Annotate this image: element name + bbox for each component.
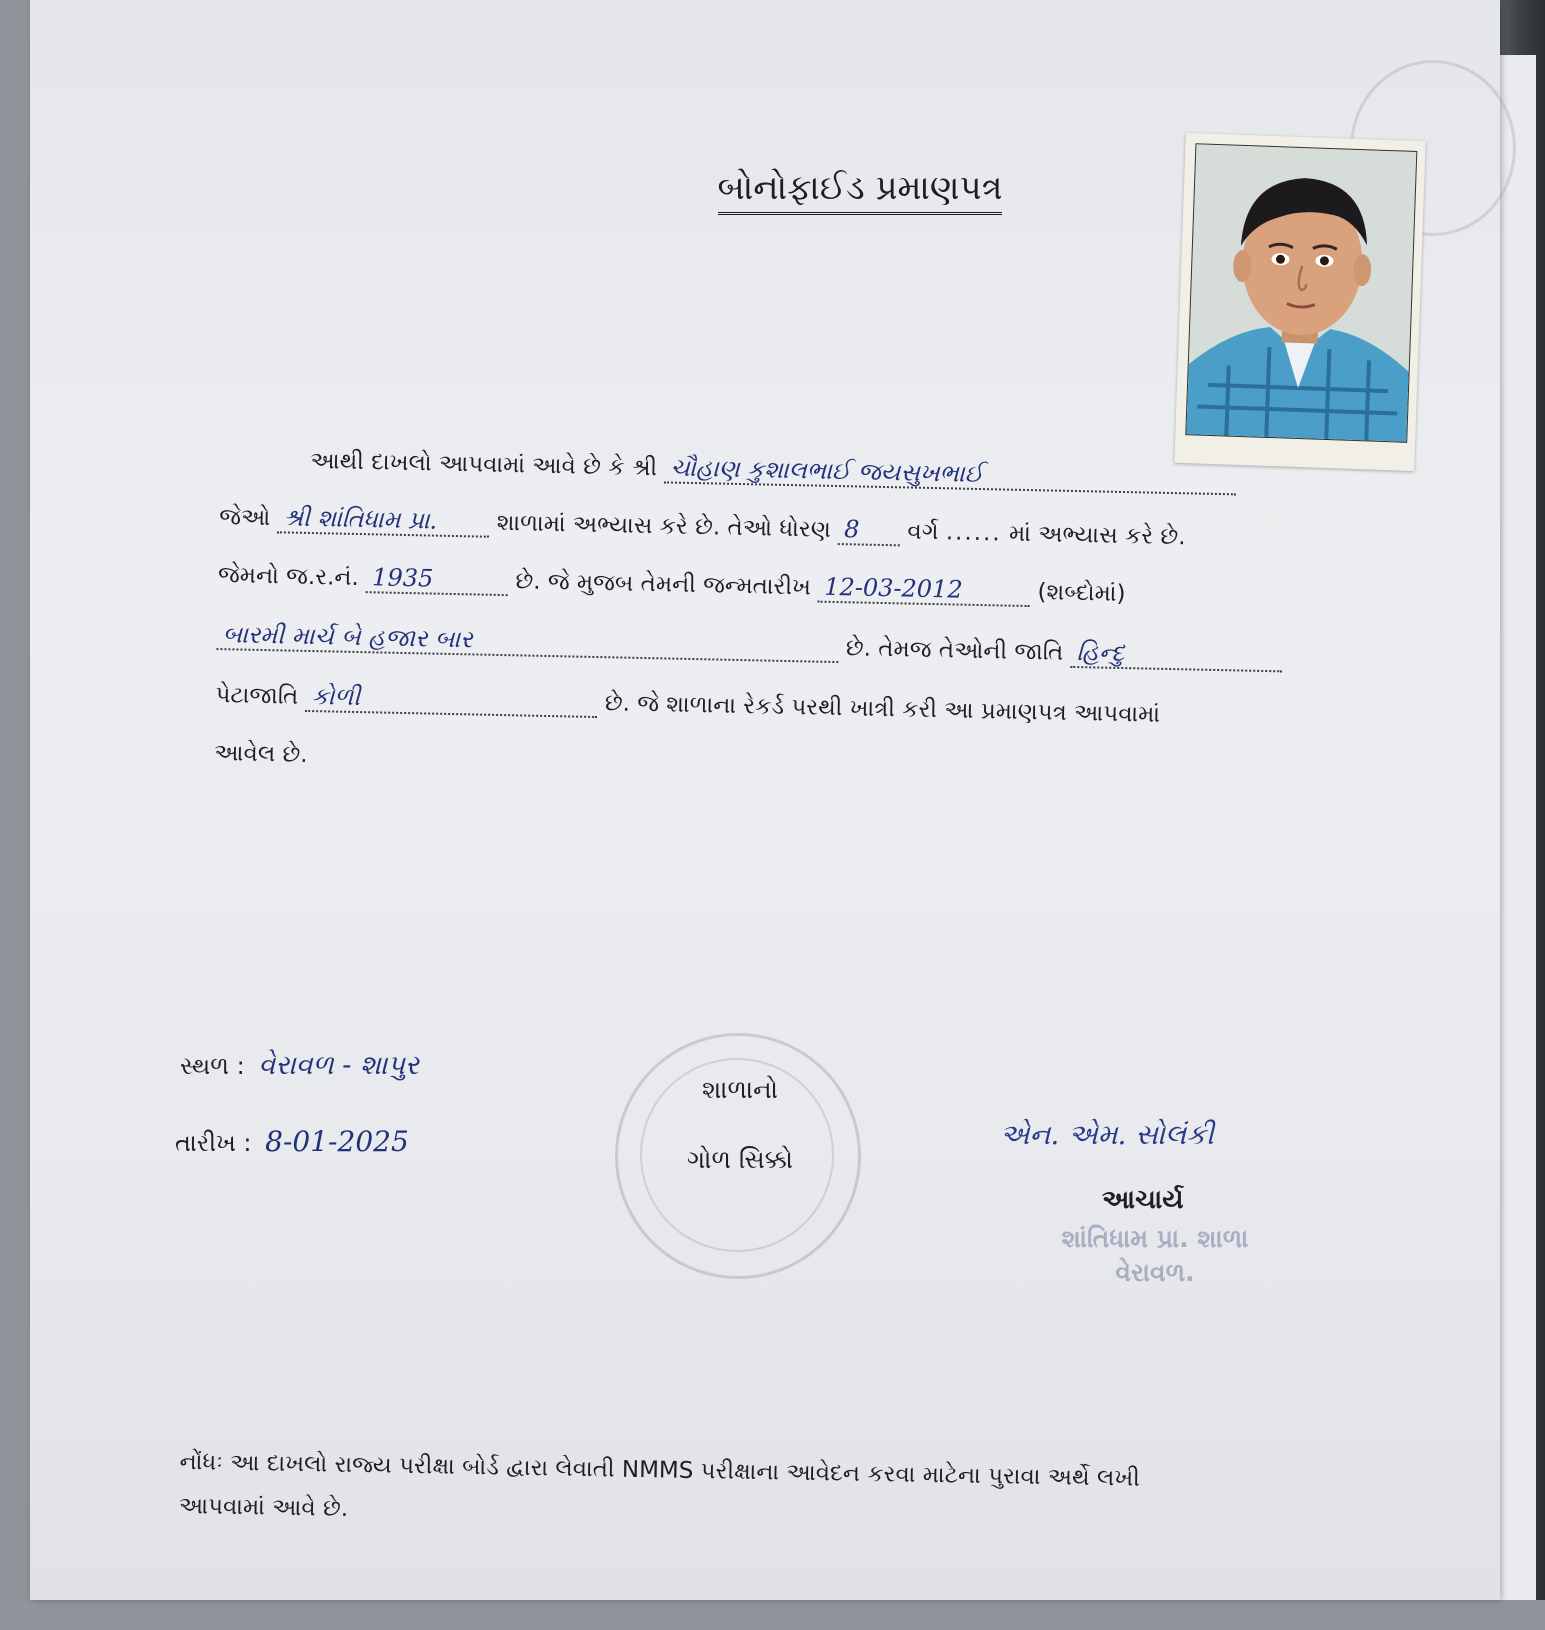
birth-date-field: 12-03-2012 — [818, 573, 1031, 607]
sub-caste-field: કોળી — [305, 682, 598, 718]
line2-mid: શાળામાં અભ્યાસ કરે છે. તેઓ ધોરણ — [496, 509, 832, 543]
principal-rubber-stamp — [1020, 1222, 1290, 1290]
stamp-line1: શાંતિધામ પ્રા. શાળા — [1061, 1224, 1249, 1253]
seal-label-line2: ગોળ સિક્કો — [686, 1145, 794, 1174]
caste-field: હિન્દુ — [1070, 638, 1283, 672]
body-line-1 — [310, 446, 1237, 495]
line1-prefix: આથી દાખલો આપવામાં આવે છે કે શ્રી — [310, 447, 658, 482]
body-line-6 — [214, 740, 308, 768]
body-line-5 — [215, 680, 1160, 730]
standard-field: 8 — [838, 515, 901, 546]
date-label: તારીખ : — [175, 1129, 252, 1157]
date-value: 8-01-2025 — [265, 1125, 409, 1158]
line3-mid: છે. જે મુજબ તેમની જન્મતારીખ — [515, 568, 812, 601]
date-row — [175, 1125, 415, 1158]
title-text: બોનોફાઈડ પ્રમાણપત્ર — [718, 168, 1003, 215]
birth-date-words-field: બારમી માર્ચ બે હજાર બાર — [216, 620, 838, 663]
place-row — [180, 1050, 425, 1082]
line2-varg: વર્ગ — [907, 518, 939, 546]
body-line-2: જેઓ શ્રી શાંતિધામ પ્રા. શાળામાં અભ્યાસ કરે છે. તેઓ ધોરણ 8 વર્ગ ...... માં અભ્યાસ કરે છે. — [218, 503, 1186, 551]
principal-signature: એન. એમ. સોલંકી — [1000, 1118, 1214, 1151]
note-line2: આપવામાં આવે છે. — [178, 1492, 349, 1522]
note-line1: નોંધઃ આ દાખલો રાજ્ય પરીક્ષા બોર્ડ દ્વારા લેવાતી NMMS પરીક્ષાના આવેદન કરવા માટેના પુરાવા અર્થે લખી — [179, 1448, 1141, 1492]
line2-suffix: માં અભ્યાસ કરે છે. — [1008, 520, 1186, 551]
line3-prefix: જેમનો જ.ર.નં. — [217, 562, 360, 592]
line3-suffix: (શબ્દોમાં) — [1037, 579, 1126, 608]
body-line-3 — [218, 560, 1126, 609]
school-name-field: શ્રી શાંતિધામ પ્રા. — [277, 503, 490, 537]
stamp-line2: વેરાવળ. — [1115, 1258, 1195, 1287]
student-name-field: ચૌહાણ કુશાલભાઈ જયસુખભાઈ — [664, 453, 1237, 495]
body-line-4 — [216, 620, 1282, 672]
place-value: વેરાવળ - શાપુર — [258, 1050, 419, 1081]
principal-title: આચાર્ય — [1102, 1185, 1184, 1215]
line5-prefix: પેટાજાતિ — [215, 682, 299, 710]
line6-text: આવેલ છે. — [213, 740, 308, 768]
certificate-paper — [30, 0, 1500, 1600]
place-label: સ્થળ : — [180, 1052, 245, 1080]
line2-prefix: જેઓ — [218, 504, 271, 532]
line5-suffix: છે. જે શાળાના રેકર્ડ પરથી ખાત્રી કરી આ પ્રમાણપત્ર આપવામાં — [604, 690, 1161, 728]
seal-label-line1: શાળાનો — [702, 1075, 778, 1104]
line4-mid: છે. તેમજ તેઓની જાતિ — [845, 635, 1064, 666]
register-number-field: 1935 — [366, 563, 509, 596]
